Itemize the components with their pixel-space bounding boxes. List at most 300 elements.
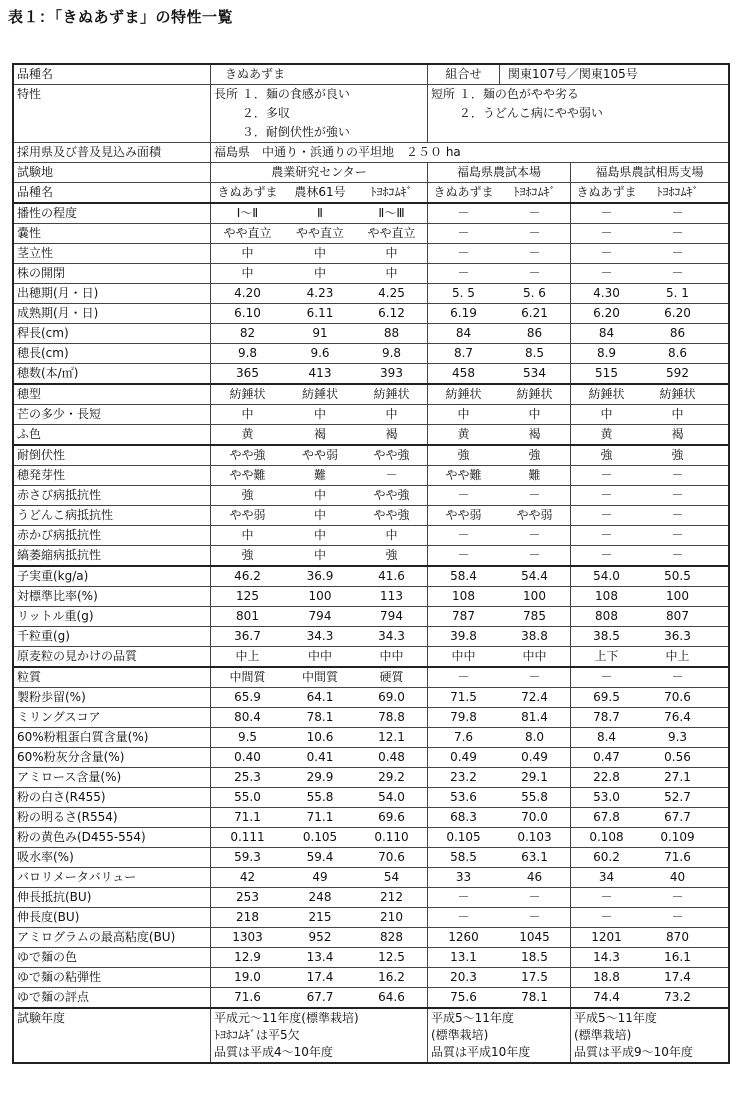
- row-label: バロリメータバリュー: [14, 868, 211, 887]
- row-label: 製粉歩留(%): [14, 688, 211, 707]
- table-cell: －: [356, 466, 428, 485]
- table-row: [14, 263, 728, 283]
- table-cell: －: [457, 488, 470, 502]
- table-cell: 210: [356, 908, 428, 927]
- table-cell: 70.6: [664, 690, 691, 704]
- table-cell: 1303: [232, 930, 263, 944]
- variety-value: きぬあずま: [211, 65, 428, 84]
- table-row: [14, 867, 728, 887]
- row-label: 吸水率(%): [14, 848, 211, 867]
- sites-row: [14, 162, 728, 182]
- table-cell: 84: [455, 326, 472, 340]
- table-cell: －: [671, 246, 684, 260]
- table-cell: 125: [236, 589, 259, 603]
- row-label: 赤かび病抵抗性: [14, 526, 211, 545]
- table-row: [14, 586, 728, 606]
- table-cell: 36.3: [664, 629, 691, 643]
- table-cell: 紡錘状: [229, 387, 266, 401]
- table-cell: 18.5: [499, 948, 571, 967]
- row-label: 60%粉灰分含量(%): [14, 748, 211, 767]
- table-cell: 78.7: [593, 710, 620, 724]
- table-cell: 38.8: [499, 627, 571, 646]
- table-cell: 75.6: [450, 990, 477, 1004]
- table-cell: 8.4: [596, 730, 617, 744]
- table-cell: 108: [452, 589, 475, 603]
- table-row: [14, 363, 728, 383]
- table-cell: －: [600, 206, 613, 220]
- table-cell: 紡錘状: [445, 387, 482, 401]
- table-cell: 53.0: [593, 790, 620, 804]
- table-cell: 5. 6: [499, 284, 571, 303]
- variety-label: 品種名: [14, 65, 211, 84]
- table-cell: 褐: [499, 425, 571, 444]
- table-cell: Ⅱ～Ⅲ: [356, 204, 428, 223]
- table-row: [14, 787, 728, 807]
- table-cell: 785: [499, 607, 571, 626]
- table-cell: 59.3: [234, 850, 261, 864]
- footer-note: [428, 1009, 571, 1062]
- table-cell: 19.0: [234, 970, 261, 984]
- table-cell: 39.8: [450, 629, 477, 643]
- footer-label: 試験年度: [14, 1009, 211, 1062]
- table-row: [14, 807, 728, 827]
- good-point: ３．耐倒伏性が強い: [214, 125, 350, 139]
- cultivar-name: 農林61号: [294, 185, 346, 199]
- table-cell: 17.5: [499, 968, 571, 987]
- table-cell: 33: [455, 870, 472, 884]
- row-label: 粉の黄色み(D455-554): [14, 828, 211, 847]
- site-header: 福島県農試本場: [428, 163, 571, 182]
- table-cell: 91: [312, 326, 328, 340]
- table-cell: 強: [241, 548, 254, 562]
- row-label: 成熟期(月・日): [14, 304, 211, 323]
- table-cell: 中: [313, 488, 326, 502]
- table-cell: －: [671, 468, 684, 482]
- area-label: 採用県及び普及見込み面積: [14, 143, 211, 162]
- table-cell: 中: [600, 407, 613, 421]
- table-cell: －: [671, 890, 684, 904]
- table-row: [14, 343, 728, 363]
- table-cell: 褐: [671, 427, 684, 441]
- table-row: [14, 383, 728, 404]
- table-cell: 5. 5: [452, 286, 475, 300]
- cultivar-name: きぬあずま: [217, 185, 278, 199]
- table-row: [14, 747, 728, 767]
- table-cell: 0.110: [356, 828, 428, 847]
- row-label: 播性の程度: [14, 204, 211, 223]
- table-cell: 215: [308, 910, 332, 924]
- table-cell: －: [671, 226, 684, 240]
- table-row: [14, 847, 728, 867]
- table-cell: やや直立: [356, 224, 428, 243]
- table-cell: －: [457, 548, 470, 562]
- table-cell: 中: [313, 407, 326, 421]
- table-row: [14, 727, 728, 747]
- table-cell: 6.20: [664, 306, 691, 320]
- area-value: 福島県 中通り・浜通りの平坦地 ２５０ ha: [214, 145, 461, 159]
- table-row: [14, 606, 728, 626]
- row-label: うどんこ病抵抗性: [14, 506, 211, 525]
- table-cell: 褐: [356, 425, 428, 444]
- table-cell: －: [600, 670, 613, 684]
- table-cell: 807: [666, 609, 689, 623]
- table-cell: 9.8: [237, 346, 258, 360]
- table-cell: 828: [356, 928, 428, 947]
- table-cell: やや強: [229, 448, 266, 462]
- table-cell: 9.5: [237, 730, 258, 744]
- table-cell: 8.6: [667, 346, 688, 360]
- cultivar-name: ﾄﾖﾎｺﾑｷﾞ: [499, 183, 571, 202]
- row-label: ミリングスコア: [14, 708, 211, 727]
- table-cell: 強: [499, 446, 571, 465]
- table-cell: －: [671, 508, 684, 522]
- table-cell: 1260: [448, 930, 479, 944]
- table-cell: 71.6: [664, 850, 691, 864]
- table-cell: 4.30: [593, 286, 620, 300]
- footer-note-line: 品質は平成4～10年度: [214, 1045, 333, 1059]
- footer-note-line: ﾄﾖﾎｺﾑｷﾞは平5欠: [214, 1028, 300, 1042]
- footer-note: [211, 1009, 428, 1062]
- table-cell: 9.6: [310, 346, 330, 360]
- table-cell: 23.2: [450, 770, 477, 784]
- table-cell: －: [600, 528, 613, 542]
- table-cell: 71.1: [306, 810, 334, 824]
- table-cell: やや強: [356, 486, 428, 505]
- cultivar-name: ﾄﾖﾎｺﾑｷﾞ: [356, 183, 428, 202]
- table-cell: 29.2: [356, 768, 428, 787]
- table-row: [14, 424, 728, 444]
- row-label: 粉の白さ(R455): [14, 788, 211, 807]
- table-cell: 12.1: [356, 728, 428, 747]
- table-cell: 6.11: [306, 306, 334, 320]
- table-cell: 中: [356, 244, 428, 263]
- traits-row: [14, 84, 728, 142]
- characteristics-table: [12, 63, 730, 1064]
- table-cell: 113: [356, 587, 428, 606]
- row-label: 対標準比率(%): [14, 587, 211, 606]
- table-cell: 中: [313, 246, 326, 260]
- table-row: [14, 323, 728, 343]
- table-cell: 20.3: [450, 970, 477, 984]
- table-cell: －: [600, 246, 613, 260]
- table-cell: 67.7: [664, 810, 691, 824]
- site-header: 福島県農試相馬支場: [595, 165, 704, 179]
- footer-note-line: 平成5～11年度: [431, 1011, 514, 1025]
- table-cell: 中: [241, 246, 254, 260]
- table-cell: －: [671, 206, 684, 220]
- table-cell: 14.3: [593, 950, 620, 964]
- table-cell: 強: [457, 448, 470, 462]
- table-cell: －: [600, 548, 613, 562]
- table-row: [14, 947, 728, 967]
- table-cell: 16.1: [664, 950, 691, 964]
- row-label: 出穂期(月・日): [14, 284, 211, 303]
- row-label: 粉の明るさ(R554): [14, 808, 211, 827]
- table-cell: 5. 1: [666, 286, 689, 300]
- table-cell: 515: [595, 366, 618, 380]
- row-label: 千粒重(g): [14, 627, 211, 646]
- table-cell: 36.7: [234, 629, 261, 643]
- table-row: [14, 967, 728, 987]
- table-cell: －: [457, 246, 470, 260]
- table-cell: 難: [499, 466, 571, 485]
- table-cell: 4.25: [356, 284, 428, 303]
- area-row: [14, 142, 728, 162]
- row-label: 耐倒伏性: [14, 446, 211, 465]
- table-cell: 中中: [499, 647, 571, 666]
- table-cell: 36.9: [306, 569, 334, 583]
- table-cell: 100: [666, 589, 689, 603]
- table-cell: 1045: [499, 928, 571, 947]
- table-cell: 64.1: [306, 690, 334, 704]
- table-cell: 60.2: [593, 850, 620, 864]
- table-cell: 86: [669, 326, 686, 340]
- table-cell: 38.5: [593, 629, 620, 643]
- table-cell: 34: [598, 870, 615, 884]
- table-cell: 13.4: [306, 950, 334, 964]
- table-cell: 8.0: [499, 728, 571, 747]
- table-cell: －: [600, 890, 613, 904]
- good-points: [211, 85, 428, 142]
- row-label: 縞萎縮病抵抗性: [14, 546, 211, 565]
- table-cell: 6.20: [593, 306, 620, 320]
- good-point: ２．多収: [214, 106, 290, 120]
- table-cell: やや弱: [301, 448, 338, 462]
- table-row: [14, 626, 728, 646]
- table-cell: 870: [666, 930, 689, 944]
- table-cell: 88: [356, 324, 428, 343]
- row-label: 伸長抵抗(BU): [14, 888, 211, 907]
- variety-row: [14, 65, 728, 84]
- row-label: 粒質: [14, 668, 211, 687]
- table-row: [14, 987, 728, 1007]
- row-label: 穂発芽性: [14, 466, 211, 485]
- table-cell: 34.3: [306, 629, 334, 643]
- table-cell: 78.1: [306, 710, 334, 724]
- row-label: 60%粉粗蛋白質含量(%): [14, 728, 211, 747]
- table-cell: －: [457, 890, 470, 904]
- table-cell: 18.8: [593, 970, 620, 984]
- table-cell: 54.0: [356, 788, 428, 807]
- table-cell: 10.6: [306, 730, 334, 744]
- site-header: 農業研究センター: [211, 163, 428, 182]
- table-cell: 9.3: [667, 730, 688, 744]
- table-cell: －: [600, 508, 613, 522]
- table-cell: 365: [236, 366, 259, 380]
- table-cell: 紡錘状: [356, 385, 428, 404]
- table-cell: 0.105: [302, 830, 338, 844]
- table-cell: 218: [236, 910, 259, 924]
- table-cell: 中中: [356, 647, 428, 666]
- table-cell: 0.56: [664, 750, 691, 764]
- table-cell: 17.4: [306, 970, 334, 984]
- bad-point: 短所 １．麺の色がやや劣る: [431, 87, 579, 101]
- table-cell: 46.2: [234, 569, 261, 583]
- table-cell: 中: [356, 405, 428, 424]
- table-cell: －: [600, 468, 613, 482]
- table-cell: 中: [241, 528, 254, 542]
- table-cell: 黄: [457, 427, 470, 441]
- table-row: [14, 827, 728, 847]
- combo-value: 関東107号／関東105号: [508, 67, 638, 81]
- table-cell: －: [600, 488, 613, 502]
- table-row: [14, 444, 728, 465]
- table-cell: 中: [356, 526, 428, 545]
- row-label: 芒の多少・長短: [14, 405, 211, 424]
- table-cell: －: [671, 670, 684, 684]
- table-cell: 強: [241, 488, 254, 502]
- footer-note: [571, 1009, 728, 1062]
- table-cell: 52.7: [664, 790, 691, 804]
- table-cell: 69.6: [356, 808, 428, 827]
- table-cell: －: [499, 204, 571, 223]
- table-cell: －: [600, 226, 613, 240]
- row-label: ふ色: [14, 425, 211, 444]
- footer-note-line: 平成元～11年度(標準栽培): [214, 1011, 359, 1025]
- table-cell: 794: [356, 607, 428, 626]
- table-cell: －: [499, 668, 571, 687]
- table-cell: 6.10: [234, 306, 261, 320]
- table-cell: 0.41: [306, 750, 334, 764]
- cultivar-name: きぬあずま: [576, 185, 637, 199]
- table-cell: 29.9: [306, 770, 334, 784]
- table-cell: 46: [499, 868, 571, 887]
- table-cell: 8.9: [596, 346, 617, 360]
- table-cell: 6.21: [499, 304, 571, 323]
- table-row: [14, 243, 728, 263]
- table-cell: 紡錘状: [588, 387, 625, 401]
- table-cell: 79.8: [450, 710, 477, 724]
- table-cell: 中: [313, 548, 326, 562]
- table-cell: 54: [356, 868, 428, 887]
- table-cell: 53.6: [450, 790, 477, 804]
- table-cell: 中上: [665, 649, 690, 663]
- cultivar-name: ﾄﾖﾎｺﾑｷﾞ: [656, 185, 699, 199]
- table-cell: 86: [499, 324, 571, 343]
- table-cell: 黄: [600, 427, 613, 441]
- table-cell: 25.3: [234, 770, 261, 784]
- table-caption: 表１：「きぬあずま」の特性一覧: [8, 8, 234, 26]
- table-cell: 上下: [594, 649, 619, 663]
- table-cell: －: [499, 526, 571, 545]
- table-cell: 6.12: [356, 304, 428, 323]
- table-cell: －: [457, 226, 470, 240]
- table-cell: やや弱: [445, 508, 482, 522]
- table-cell: －: [499, 224, 571, 243]
- row-label: 穂型: [14, 385, 211, 404]
- table-cell: 9.8: [356, 344, 428, 363]
- table-cell: 41.6: [356, 567, 428, 586]
- table-cell: 78.8: [356, 708, 428, 727]
- table-cell: 17.4: [664, 970, 691, 984]
- table-row: [14, 545, 728, 565]
- table-cell: 難: [313, 468, 326, 482]
- table-cell: 84: [598, 326, 615, 340]
- table-cell: Ⅰ～Ⅱ: [236, 206, 259, 220]
- table-cell: 63.1: [499, 848, 571, 867]
- table-cell: 中: [313, 508, 326, 522]
- table-cell: 69.5: [593, 690, 620, 704]
- table-cell: 29.1: [499, 768, 571, 787]
- table-cell: －: [671, 528, 684, 542]
- table-cell: －: [457, 910, 470, 924]
- row-label: ゆで麺の色: [14, 948, 211, 967]
- table-cell: 50.5: [664, 569, 691, 583]
- table-cell: 76.4: [664, 710, 691, 724]
- row-label: 茎立性: [14, 244, 211, 263]
- table-cell: －: [600, 910, 613, 924]
- row-label: 子実重(kg/a): [14, 567, 211, 586]
- table-cell: 27.1: [664, 770, 691, 784]
- table-cell: －: [499, 264, 571, 283]
- table-cell: 4.20: [234, 286, 261, 300]
- row-label: 伸長度(BU): [14, 908, 211, 927]
- bad-points: [428, 85, 728, 142]
- table-row: [14, 202, 728, 223]
- table-cell: 40: [669, 870, 686, 884]
- table-cell: －: [671, 488, 684, 502]
- row-label: アミログラムの最高粘度(BU): [14, 928, 211, 947]
- table-cell: －: [457, 206, 470, 220]
- table-cell: 64.6: [356, 988, 428, 1007]
- table-cell: やや直立: [295, 226, 344, 240]
- table-cell: 4.23: [306, 286, 334, 300]
- table-cell: 801: [236, 609, 259, 623]
- table-cell: 中: [313, 528, 326, 542]
- table-cell: －: [671, 548, 684, 562]
- table-cell: 中: [241, 407, 254, 421]
- table-row: [14, 485, 728, 505]
- table-cell: 72.4: [499, 688, 571, 707]
- table-cell: やや難: [445, 468, 482, 482]
- row-label: 稈長(cm): [14, 324, 211, 343]
- table-cell: 中: [313, 266, 326, 280]
- table-cell: 強: [356, 546, 428, 565]
- table-cell: 中中: [307, 649, 332, 663]
- table-cell: 794: [308, 609, 332, 623]
- table-cell: やや弱: [499, 506, 571, 525]
- table-cell: 0.48: [356, 748, 428, 767]
- table-cell: 212: [356, 888, 428, 907]
- footer-note-line: (標準栽培): [574, 1028, 632, 1042]
- row-label: 穂数(本/㎡): [14, 364, 211, 383]
- table-cell: 58.4: [450, 569, 477, 583]
- table-cell: 82: [239, 326, 256, 340]
- table-cell: 0.49: [499, 748, 571, 767]
- table-cell: 硬質: [356, 668, 428, 687]
- cultivars-row: [14, 182, 728, 202]
- table-cell: 81.4: [499, 708, 571, 727]
- table-cell: －: [671, 910, 684, 924]
- table-cell: 49: [312, 870, 328, 884]
- table-cell: 54.4: [499, 567, 571, 586]
- table-row: [14, 223, 728, 243]
- table-cell: 70.6: [356, 848, 428, 867]
- table-cell: 8.5: [499, 344, 571, 363]
- table-row: [14, 907, 728, 927]
- table-cell: 中: [356, 264, 428, 283]
- table-row: [14, 646, 728, 666]
- table-cell: Ⅱ: [317, 206, 323, 220]
- table-cell: やや強: [356, 506, 428, 525]
- table-cell: 34.3: [356, 627, 428, 646]
- table-row: [14, 666, 728, 687]
- table-cell: 71.5: [450, 690, 477, 704]
- row-label: リットル重(g): [14, 607, 211, 626]
- footer-row: [14, 1007, 728, 1062]
- table-cell: やや難: [229, 468, 266, 482]
- table-row: [14, 303, 728, 323]
